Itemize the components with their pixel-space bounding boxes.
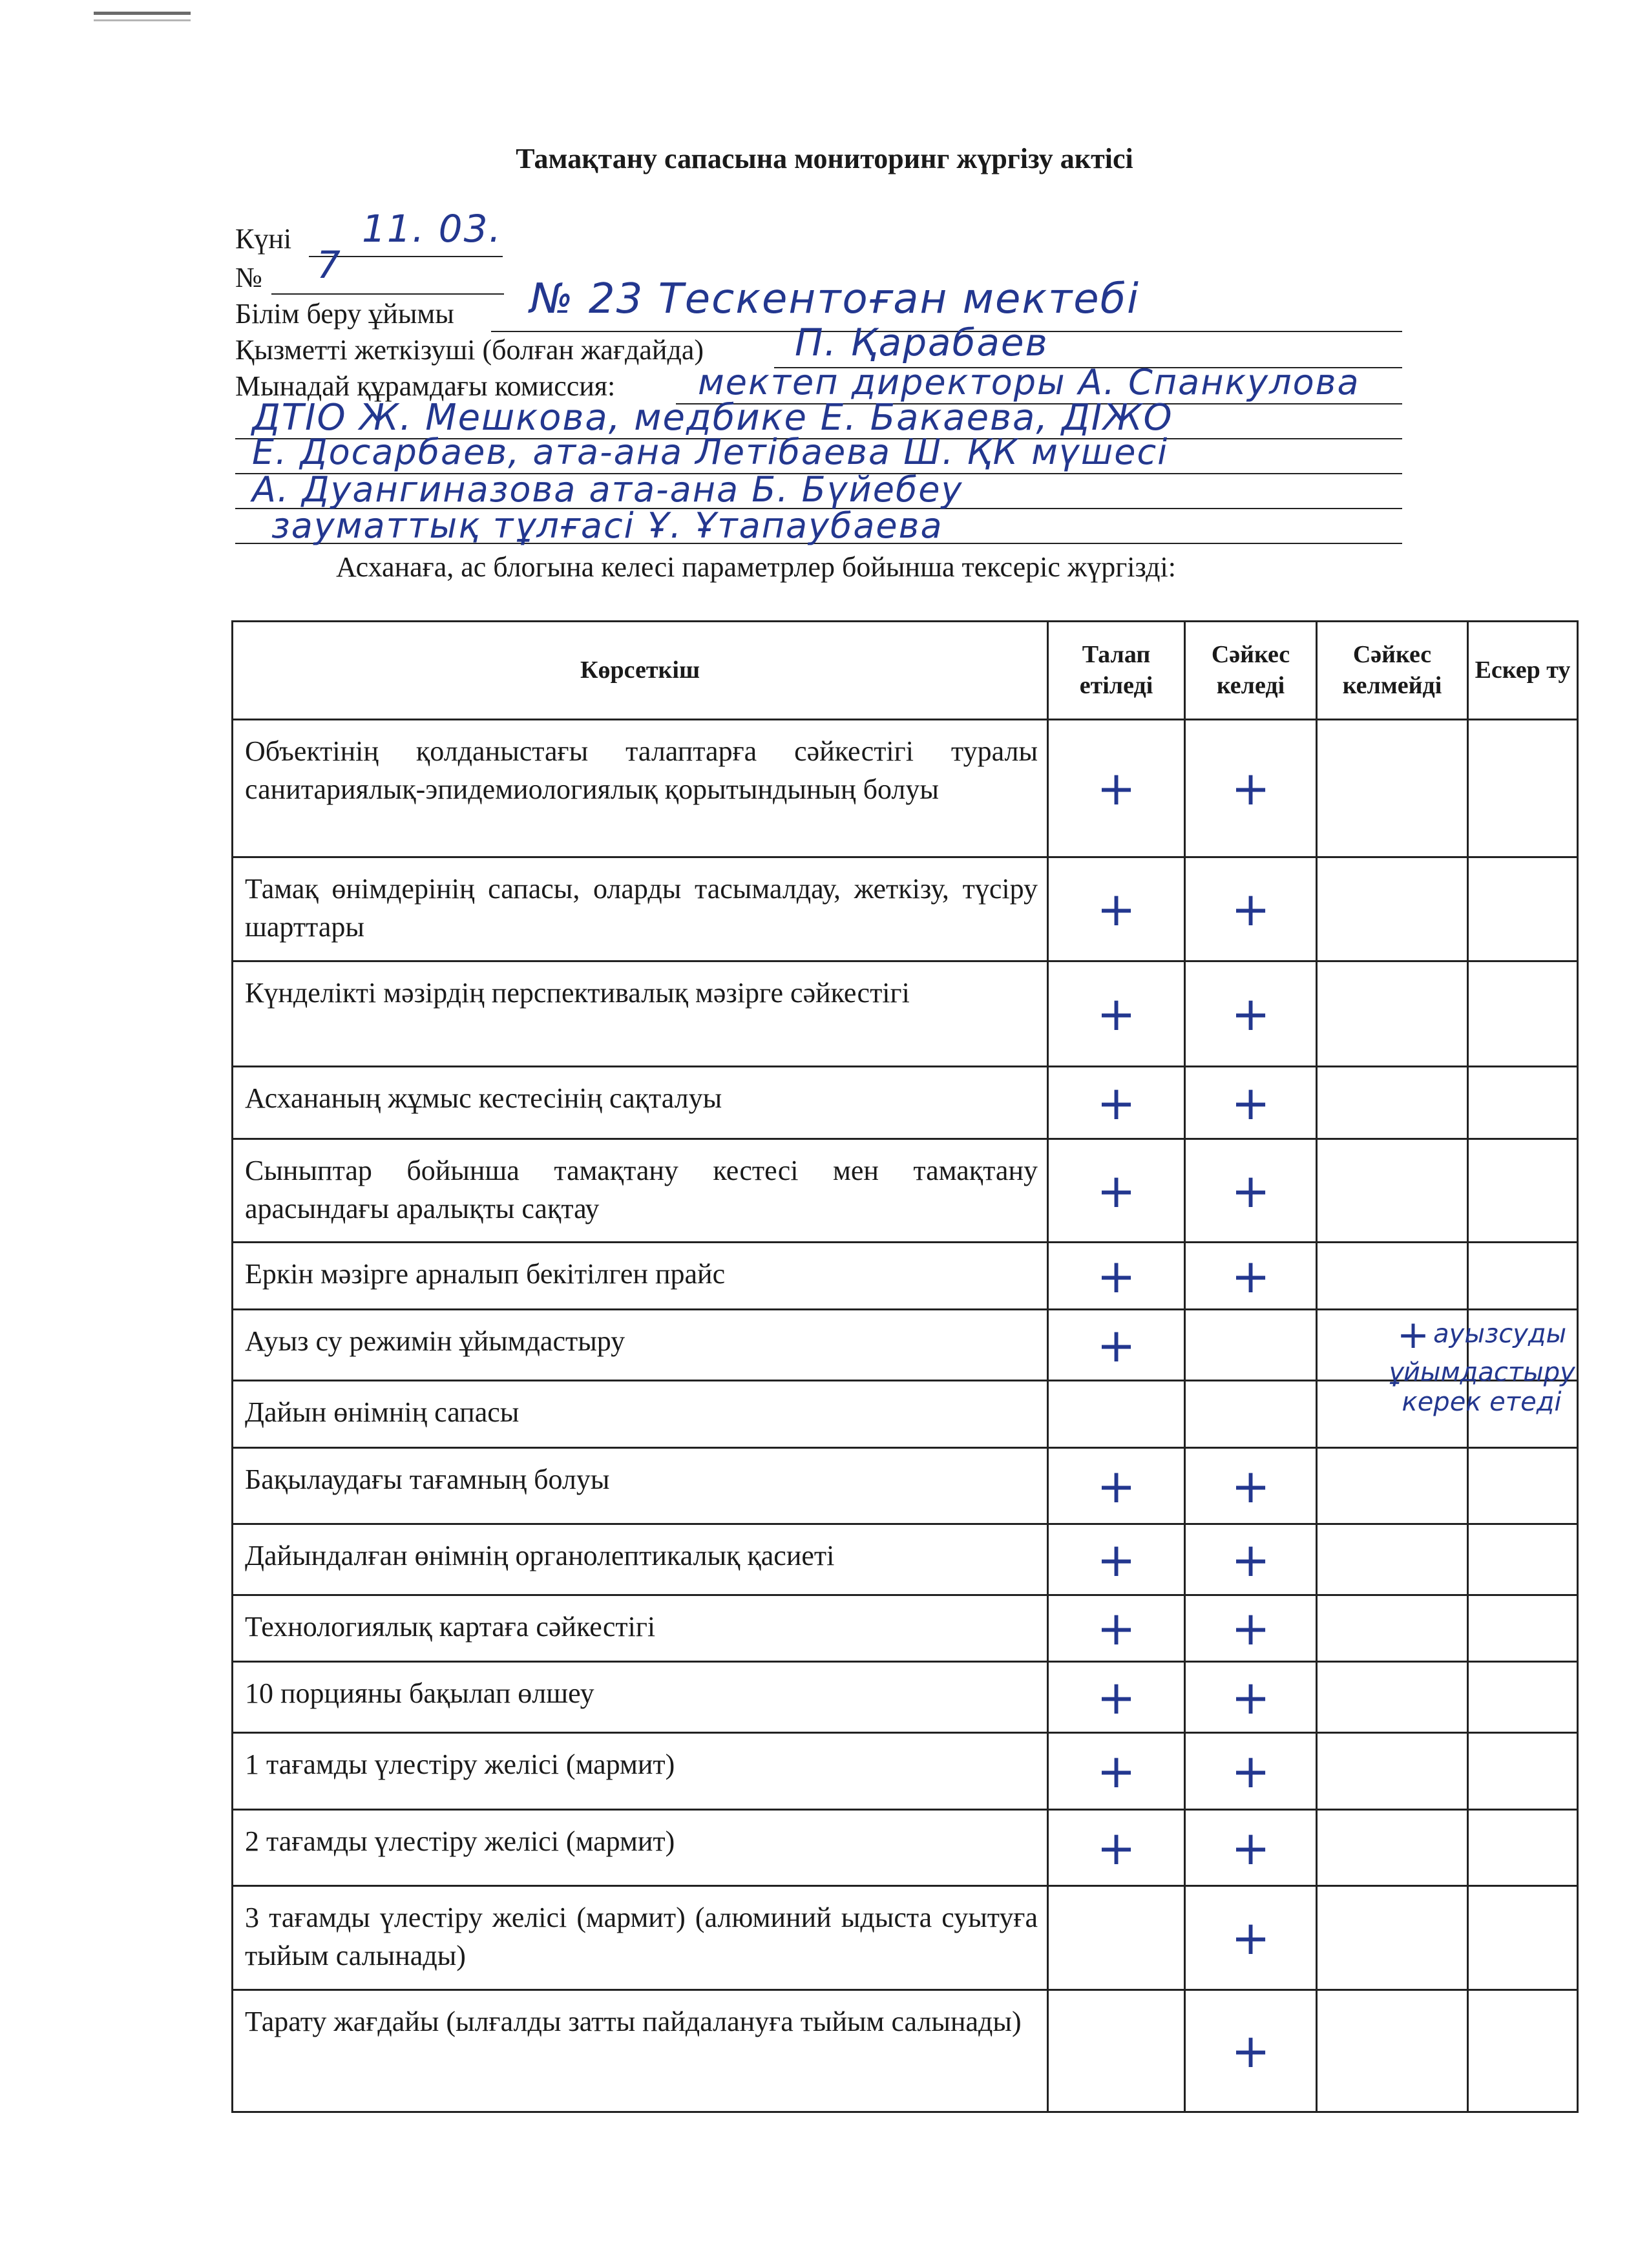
noncompliant-mark [1317, 1810, 1468, 1886]
required-mark: + [1048, 1733, 1185, 1810]
table-row [233, 720, 1578, 857]
date-label: Күні [235, 223, 292, 255]
table-row [233, 1139, 1578, 1243]
scan-mark [94, 12, 191, 15]
noncompliant-mark [1317, 1067, 1468, 1139]
note-cell [1468, 1662, 1578, 1733]
compliant-mark: + [1185, 1595, 1317, 1662]
noncompliant-mark [1317, 1733, 1468, 1810]
noncompliant-mark [1317, 1243, 1468, 1310]
header-note: Ескер ту [1468, 622, 1578, 720]
compliant-mark: + [1185, 857, 1317, 961]
note-cell [1468, 1524, 1578, 1595]
org-value: № 23 Тескентоған мектебі [530, 275, 1140, 323]
noncompliant-mark [1317, 1662, 1468, 1733]
monitoring-table [231, 620, 1579, 2113]
note-cell [1468, 720, 1578, 857]
table-row [233, 1886, 1578, 1990]
commission-member: Е. Досарбаев, ата-ана Летібаева Ш. ҚК мүшесі [252, 432, 1169, 472]
compliant-mark: + [1185, 1733, 1317, 1810]
table-row [233, 1310, 1578, 1381]
compliant-mark: + [1185, 1990, 1317, 2112]
compliant-mark: + [1185, 720, 1317, 857]
required-mark: + [1048, 1810, 1185, 1886]
required-mark [1048, 1381, 1185, 1448]
number-value: 7 [317, 243, 342, 287]
handwritten-plus: + [1396, 1312, 1430, 1358]
compliant-mark: + [1185, 1886, 1317, 1990]
noncompliant-mark [1317, 1595, 1468, 1662]
commission-member: зауматтық тұлғасі Ұ. Ұтапаубаева [271, 505, 943, 546]
note-cell [1468, 1448, 1578, 1524]
header-compliant: Сәйкес келеді [1185, 622, 1317, 720]
indicator-cell: 2 тағамды үлестіру желісі (мармит) [233, 1810, 1048, 1886]
org-label: Білім беру ұйымы [235, 298, 454, 330]
note-cell [1468, 1243, 1578, 1310]
noncompliant-mark [1317, 1139, 1468, 1243]
provider-value: П. Қарабаев [795, 320, 1049, 364]
header-required: Талап етіледі [1048, 622, 1185, 720]
table-row [233, 1990, 1578, 2112]
table-row [233, 1810, 1578, 1886]
table-row [233, 1448, 1578, 1524]
indicator-cell: 3 тағамды үлестіру желісі (мармит) (алюминий ыдыста суытуға тыйым салынады) [233, 1886, 1048, 1990]
handwritten-note [1346, 1313, 1617, 1417]
note-cell [1468, 857, 1578, 961]
note-cell [1468, 1139, 1578, 1243]
required-mark [1048, 1886, 1185, 1990]
indicator-cell: Тарату жағдайы (ылғалды затты пайдалануға тыйым салынады) [233, 1990, 1048, 2112]
note-cell [1468, 961, 1578, 1067]
indicator-cell: Технологиялық картаға сәйкестігі [233, 1595, 1048, 1662]
compliant-mark: + [1185, 1139, 1317, 1243]
indicator-cell: Күнделікті мәзірдің перспективалық мәзірге сәйкестігі [233, 961, 1048, 1067]
table-row [233, 857, 1578, 961]
indicator-cell: 10 порцияны бақылап өлшеу [233, 1662, 1048, 1733]
date-value: 11. 03. [362, 207, 502, 251]
intro-text: Асханаға, ас блогына келесі параметрлер бойынша тексеріс жүргізді: [336, 551, 1176, 583]
required-mark: + [1048, 1595, 1185, 1662]
required-mark: + [1048, 961, 1185, 1067]
indicator-cell: Тамақ өнімдерінің сапасы, оларды тасымалдау, жеткізу, түсіру шарттары [233, 857, 1048, 961]
indicator-cell: Сыныптар бойынша тамақтану кестесі мен тамақтану арасындағы аралықты сақтау [233, 1139, 1048, 1243]
commission-member: мектеп директоры А. Спанкулова [698, 362, 1360, 403]
commission-member: А. Дуангиназова ата-ана Б. Бүйебеу [252, 469, 963, 510]
required-mark: + [1048, 1524, 1185, 1595]
compliant-mark [1185, 1310, 1317, 1381]
indicator-cell: Дайындалған өнімнің органолептикалық қасиеті [233, 1524, 1048, 1595]
scan-mark [94, 19, 191, 21]
indicator-cell: Асхананың жұмыс кестесінің сақталуы [233, 1067, 1048, 1139]
table-row [233, 1243, 1578, 1310]
table-row [233, 1067, 1578, 1139]
note-cell [1468, 1886, 1578, 1990]
note-cell [1468, 1067, 1578, 1139]
compliant-mark: + [1185, 1243, 1317, 1310]
noncompliant-mark [1317, 1886, 1468, 1990]
compliant-mark: + [1185, 1662, 1317, 1733]
number-label: № [235, 262, 262, 293]
required-mark: + [1048, 1067, 1185, 1139]
compliant-mark [1185, 1381, 1317, 1448]
required-mark: + [1048, 1662, 1185, 1733]
indicator-cell: Объектінің қолданыстағы талаптарға сәйкестігі туралы санитариялық-эпидемиологиялық қорытындының болуы [233, 720, 1048, 857]
indicator-cell: Еркін мәзірге арналып бекітілген прайс [233, 1243, 1048, 1310]
required-mark: + [1048, 1448, 1185, 1524]
required-mark: + [1048, 1243, 1185, 1310]
note-cell [1468, 1990, 1578, 2112]
indicator-cell: Ауыз су режимін ұйымдастыру [233, 1310, 1048, 1381]
noncompliant-cell [1317, 1310, 1575, 1417]
handwritten-note-text: ауызсуды ұйымдастыру керек етеді [1388, 1319, 1575, 1417]
compliant-mark: + [1185, 961, 1317, 1067]
noncompliant-mark [1317, 1448, 1468, 1524]
indicator-cell: Бақылаудағы тағамның болуы [233, 1448, 1048, 1524]
noncompliant-mark [1317, 857, 1468, 961]
note-cell [1468, 1733, 1578, 1810]
indicator-cell: Дайын өнімнің сапасы [233, 1381, 1048, 1448]
required-mark: + [1048, 1139, 1185, 1243]
table-row [233, 1662, 1578, 1733]
provider-label: Қызметті жеткізуші (болған жағдайда) [235, 334, 704, 366]
indicator-cell: 1 тағамды үлестіру желісі (мармит) [233, 1733, 1048, 1810]
compliant-mark: + [1185, 1524, 1317, 1595]
compliant-mark: + [1185, 1067, 1317, 1139]
note-cell [1468, 1810, 1578, 1886]
compliant-mark: + [1185, 1448, 1317, 1524]
number-line [271, 293, 504, 295]
required-mark: + [1048, 1310, 1185, 1381]
commission-label: Мынадай құрамдағы комиссия: [235, 370, 616, 402]
table-row [233, 961, 1578, 1067]
header-indicator: Көрсеткіш [233, 622, 1048, 720]
table-row [233, 1733, 1578, 1810]
header-row [233, 622, 1578, 720]
required-mark: + [1048, 857, 1185, 961]
table-row [233, 1595, 1578, 1662]
noncompliant-mark [1317, 720, 1468, 857]
required-mark: + [1048, 720, 1185, 857]
noncompliant-mark [1317, 1524, 1468, 1595]
note-cell [1468, 1595, 1578, 1662]
commission-member: ДТІО Ж. Мешкова, медбике Е. Бакаева, ДІЖО [252, 397, 1173, 439]
compliant-mark: + [1185, 1810, 1317, 1886]
noncompliant-mark [1317, 1990, 1468, 2112]
document-title: Тамақтану сапасына мониторинг жүргізу актісі [516, 143, 1133, 174]
header-noncompliant: Сәйкес келмейді [1317, 622, 1468, 720]
required-mark [1048, 1990, 1185, 2112]
table-row [233, 1524, 1578, 1595]
noncompliant-mark [1317, 961, 1468, 1067]
